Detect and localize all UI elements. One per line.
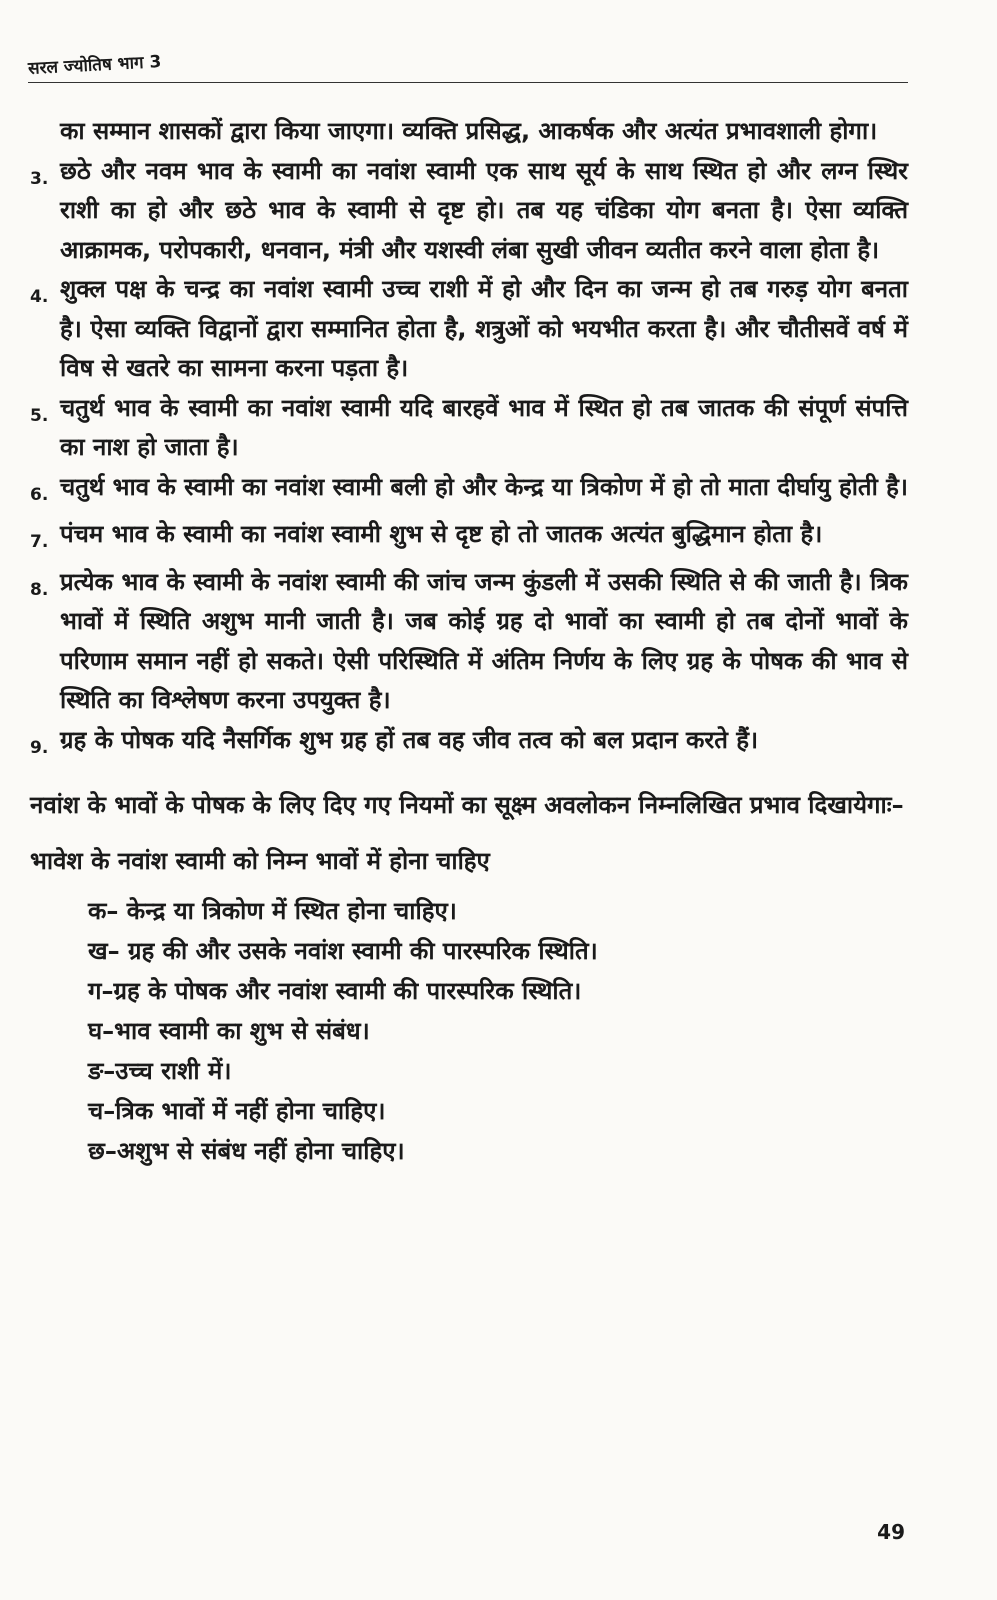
item-number: 9. <box>30 737 49 758</box>
sub-item: ख– ग्रह की और उसके नवांश स्वामी की पारस्परिक स्थिति। <box>88 937 598 965</box>
item-number: 4. <box>30 287 49 307</box>
item-number: 5. <box>30 405 49 426</box>
item-text: पंचम भाव के स्वामी का नवांश स्वामी शुभ से दृष्ट हो तो जातक अत्यंत बुद्धिमान होता है। <box>60 520 823 548</box>
item-number: 8. <box>30 579 49 600</box>
sub-list <box>30 891 908 1171</box>
item-text: प्रत्येक भाव के स्वामी के नवांश स्वामी की जांच जन्म कुंडली में उसकी स्थिति से की जाती है। त्रिक भावों में स्थिति अशुभ मानी जाती है। जब कोई ग्रह दो भावों का स्वामी हो तब दोनों भावों के परिणाम समान नहीं हो सकते। ऐसी परिस्थिति में अंतिम निर्णय के लिए ग्रह के पोषक की भाव से स्थिति का विश्लेषण करना उपयुक्त है। <box>60 567 908 714</box>
list-item <box>30 721 908 769</box>
item-number: 3. <box>30 168 49 189</box>
item-text: चतुर्थ भाव के स्वामी का नवांश स्वामी बली हो और केन्द्र या त्रिकोण में हो तो माता दीर्घायु होती है। <box>60 472 909 501</box>
sub-item: च–त्रिक भावों में नहीं होना चाहिए। <box>88 1097 386 1125</box>
summary-paragraph: नवांश के भावों के पोषक के लिए दिए गए नियमों का सूक्ष्म अवलोकन निम्नलिखित प्रभाव दिखायेगाः– <box>30 791 904 819</box>
item-number: 6. <box>30 484 49 505</box>
list-item <box>30 389 908 468</box>
item-text: शुक्ल पक्ष के चन्द्र का नवांश स्वामी उच्च राशी में हो और दिन का जन्म हो तब गरुड़ योग बनता है। ऐसा व्यक्ति विद्वानों द्वारा सम्मानित होता है, शत्रुओं को भयभीत करता है। और चौतीसवें वर्ष में विष से खतरे का सामना करना पड़ता है। <box>60 275 908 382</box>
list-item <box>30 468 908 516</box>
continuation-paragraph: का सम्मान शासकों द्वारा किया जाएगा। व्यक्ति प्रसिद्ध, आकर्षक और अत्यंत प्रभावशाली होगा। <box>60 117 878 145</box>
item-text: चतुर्थ भाव के स्वामी का नवांश स्वामी यदि बारहवें भाव में स्थित हो तब जातक की संपूर्ण संपत्ति का नाश हो जाता है। <box>60 393 908 461</box>
sub-item: छ–अशुभ से संबंध नहीं होना चाहिए। <box>88 1137 405 1165</box>
sub-item: ग–ग्रह के पोषक और नवांश स्वामी की पारस्परिक स्थिति। <box>88 977 582 1005</box>
page-number: 49 <box>877 1520 905 1544</box>
list-item <box>30 270 908 389</box>
item-text: ग्रह के पोषक यदि नैसर्गिक शुभ ग्रह हों तब वह जीव तत्व को बल प्रदान करते हैं। <box>60 725 759 754</box>
list-item <box>30 515 908 563</box>
numbered-list <box>30 152 908 769</box>
page-body <box>30 112 908 1171</box>
sub-item: घ–भाव स्वामी का शुभ से संबंध। <box>88 1017 370 1045</box>
list-item <box>30 152 908 271</box>
item-number: 7. <box>30 532 49 552</box>
list-item <box>30 563 908 721</box>
sub-item: क– केन्द्र या त्रिकोण में स्थित होना चाहिए। <box>88 897 457 925</box>
book-title: सरल ज्योतिष भाग 3 <box>27 52 162 79</box>
running-header <box>28 52 908 83</box>
lead-sentence: भावेश के नवांश स्वामी को निम्न भावों में होना चाहिए <box>30 846 490 875</box>
item-text: छठे और नवम भाव के स्वामी का नवांश स्वामी एक साथ सूर्य के साथ स्थित हो और लग्न स्थिर राशी का हो और छठे भाव के स्वामी से दृष्ट हो। तब यह चंडिका योग बनता है। ऐसा व्यक्ति आक्रामक, परोपकारी, धनवान, मंत्री और यशस्वी लंबा सुखी जीवन व्यतीत करने वाला होता है। <box>60 156 908 264</box>
sub-item: ङ–उच्च राशी में। <box>88 1057 232 1085</box>
